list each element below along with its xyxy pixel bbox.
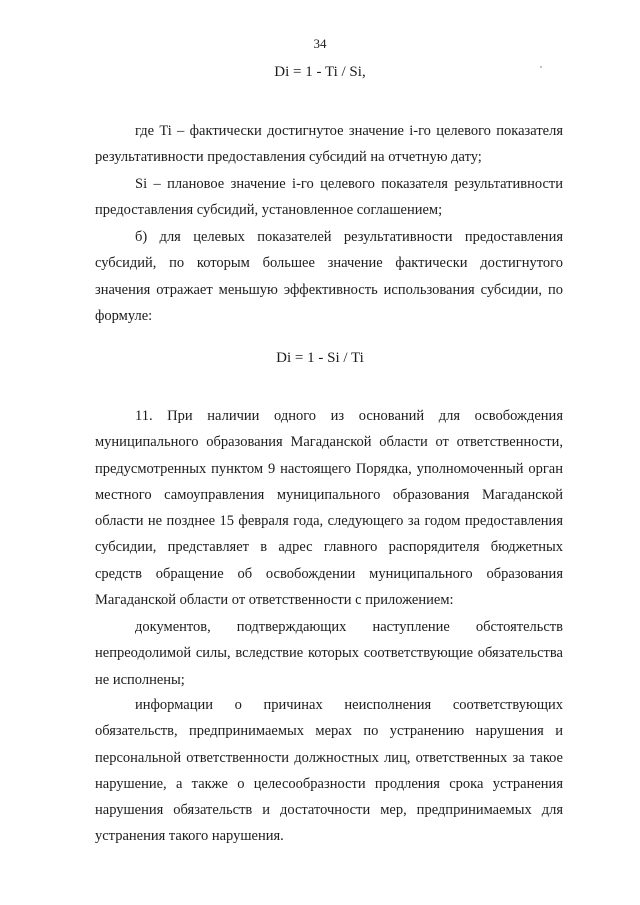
paragraph-documents: документов, подтверждающих наступление обстоятельств непреодолимой силы, вследствие которых соответствующие обязательства не исполнены; (95, 619, 563, 688)
paragraph-ti-definition: где Ti – фактически достигнутое значение i-го целевого показателя результативности предоставления субсидий на отчетную дату; (95, 123, 563, 166)
paragraph-clause-11: 11. При наличии одного из оснований для освобождения муниципального образования Магаданской области от ответственности, предусмотренных пунктом 9 настоящего Порядка, уполномоченный орган местного самоуправления муниципального образования Магаданской области не позднее 15 февраля года, следующего за годом предоставления субсидии, представляет в адрес главного распорядителя бюджетных средств обращение об освобождении муниципального образования Магаданской области от ответственности с приложением: (95, 408, 563, 609)
paragraph-point-b: б) для целевых показателей результативности предоставления субсидий, по которым большее значение фактически достигнутого значения отражает меньшую эффективность использования субсидии, по формуле: (95, 229, 563, 324)
formula-efficiency-direct: Di = 1 - Ti / Si, (274, 64, 366, 80)
scan-speck (540, 66, 542, 68)
page-number: 34 (313, 36, 327, 51)
formula-efficiency-inverse: Di = 1 - Si / Ti (276, 350, 364, 366)
paragraph-information: информации о причинах неисполнения соответствующих обязательств, предпринимаемых мерах по устранению нарушения и персональной ответственности должностных лиц, ответственных за такое нарушение, а также о целесообразности продления срока устранения нарушения обязательств и достаточности мер, предпринимаемых для устранения такого нарушения. (95, 697, 563, 845)
paragraph-si-definition: Si – плановое значение i-го целевого показателя результативности предоставления субсидий, установленное соглашением; (95, 176, 563, 219)
